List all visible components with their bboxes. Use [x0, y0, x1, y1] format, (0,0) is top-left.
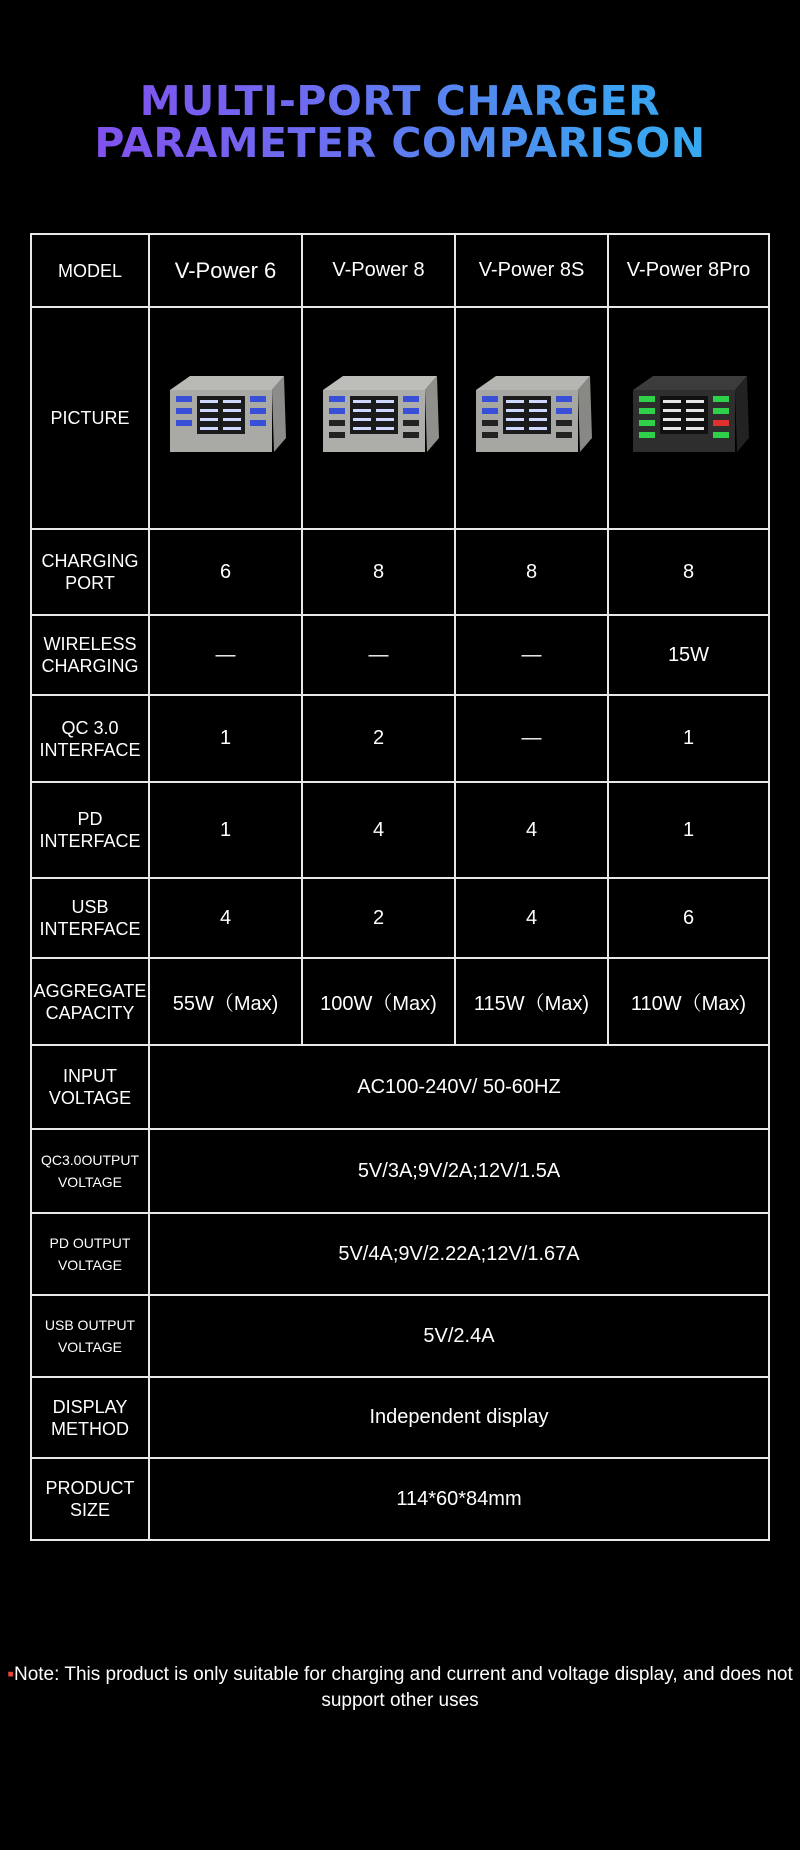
- note-text: Note: This product is only suitable for charging and current and voltage display, and does not support other uses: [13, 1664, 793, 1711]
- row-label: QC3.0OUTPUT VOLTAGE: [31, 1129, 149, 1213]
- table-row: [31, 695, 769, 782]
- row-label: PRODUCT SIZE: [31, 1458, 149, 1540]
- cell-value-merged: 5V/4A;9V/2.22A;12V/1.67A: [149, 1213, 769, 1295]
- cell-value: 55W（Max): [149, 958, 302, 1045]
- table-row: [31, 1377, 769, 1458]
- cell-value: 6: [608, 878, 769, 958]
- charger-black-icon: [625, 368, 753, 468]
- table-row: [31, 878, 769, 958]
- table-row: [31, 958, 769, 1045]
- row-label: WIRELESS CHARGING: [31, 615, 149, 695]
- note-bullet-icon: ▪: [7, 1664, 14, 1685]
- cell-value: —: [302, 615, 455, 695]
- cell-value: —: [455, 615, 608, 695]
- charger-grey-icon: [162, 368, 290, 468]
- cell-value: 8: [455, 529, 608, 615]
- row-label: INPUT VOLTAGE: [31, 1045, 149, 1129]
- row-label: USB INTERFACE: [31, 878, 149, 958]
- cell-value: 1: [608, 695, 769, 782]
- product-picture-cell: [302, 307, 455, 529]
- row-label: CHARGING PORT: [31, 529, 149, 615]
- cell-value: 8: [608, 529, 769, 615]
- cell-value-merged: 114*60*84mm: [149, 1458, 769, 1540]
- row-label: USB OUTPUT VOLTAGE: [31, 1295, 149, 1377]
- cell-value: 110W（Max): [608, 958, 769, 1045]
- row-label: PD OUTPUT VOLTAGE: [31, 1213, 149, 1295]
- comparison-table: [30, 233, 770, 1541]
- row-label-picture: PICTURE: [31, 307, 149, 529]
- cell-value: 4: [455, 782, 608, 878]
- table-row: [31, 1458, 769, 1540]
- table-row: [31, 529, 769, 615]
- table-row: [31, 1213, 769, 1295]
- table-row: [31, 782, 769, 878]
- product-picture-cell: [149, 307, 302, 529]
- cell-value: 1: [608, 782, 769, 878]
- charger-grey-icon: [315, 368, 443, 468]
- row-label: AGGREGATE CAPACITY: [31, 958, 149, 1045]
- cell-value: 2: [302, 878, 455, 958]
- cell-value: 15W: [608, 615, 769, 695]
- row-label: QC 3.0 INTERFACE: [31, 695, 149, 782]
- cell-value-merged: 5V/2.4A: [149, 1295, 769, 1377]
- table-row-picture: [31, 307, 769, 529]
- model-header: V-Power 8Pro: [608, 234, 769, 307]
- table-row-model: [31, 234, 769, 307]
- title-line-2: PARAMETER COMPARISON: [94, 119, 706, 167]
- cell-value: 4: [149, 878, 302, 958]
- cell-value: 1: [149, 695, 302, 782]
- cell-value: —: [455, 695, 608, 782]
- cell-value-merged: Independent display: [149, 1377, 769, 1458]
- model-header: V-Power 8S: [455, 234, 608, 307]
- row-label-model: MODEL: [31, 234, 149, 307]
- disclaimer-note: [0, 1662, 800, 1714]
- cell-value: 1: [149, 782, 302, 878]
- table-row: [31, 615, 769, 695]
- charger-grey-icon: [468, 368, 596, 468]
- cell-value: 4: [302, 782, 455, 878]
- table-row: [31, 1129, 769, 1213]
- row-label: PD INTERFACE: [31, 782, 149, 878]
- model-header: V-Power 8: [302, 234, 455, 307]
- cell-value-merged: 5V/3A;9V/2A;12V/1.5A: [149, 1129, 769, 1213]
- table-row: [31, 1295, 769, 1377]
- cell-value: 6: [149, 529, 302, 615]
- cell-value: 4: [455, 878, 608, 958]
- page-title: [0, 77, 800, 167]
- cell-value-merged: AC100-240V/ 50-60HZ: [149, 1045, 769, 1129]
- row-label: DISPLAY METHOD: [31, 1377, 149, 1458]
- title-line-1: MULTI-PORT CHARGER: [139, 77, 661, 125]
- table-row: [31, 1045, 769, 1129]
- cell-value: 100W（Max): [302, 958, 455, 1045]
- cell-value: 2: [302, 695, 455, 782]
- cell-value: —: [149, 615, 302, 695]
- product-picture-cell: [455, 307, 608, 529]
- cell-value: 8: [302, 529, 455, 615]
- cell-value: 115W（Max): [455, 958, 608, 1045]
- model-header: V-Power 6: [149, 234, 302, 307]
- product-picture-cell: [608, 307, 769, 529]
